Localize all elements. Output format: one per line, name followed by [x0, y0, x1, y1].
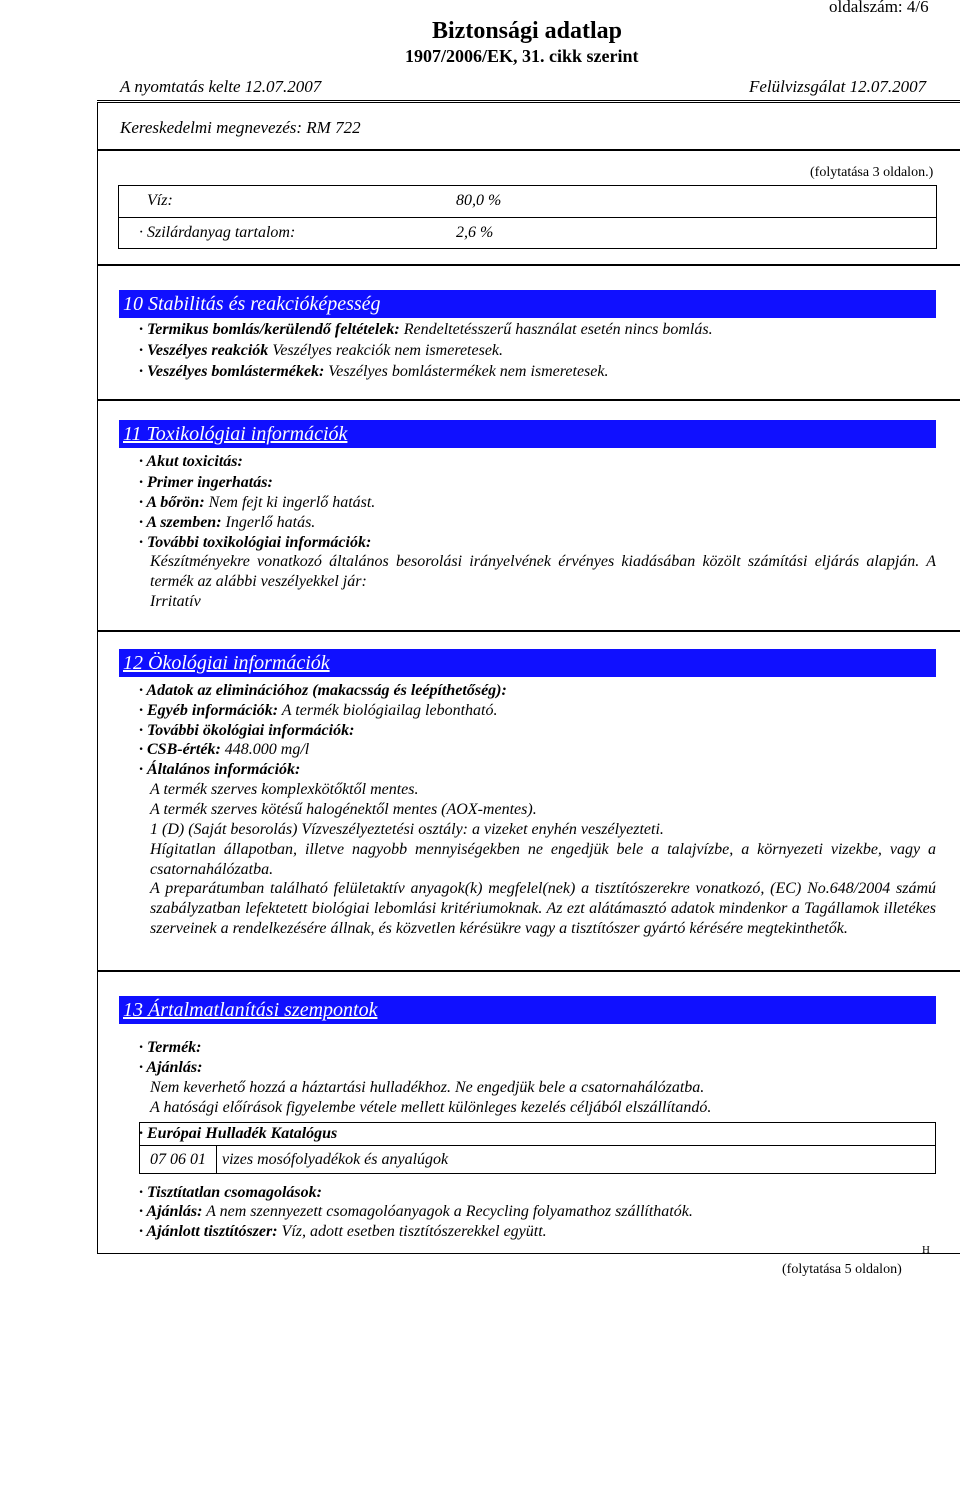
- thermal-decomposition-label: · Termikus bomlás/kerülendő feltételek:: [139, 321, 400, 338]
- packaging-recommendation-line: [139, 1202, 693, 1222]
- solids-label: · Szilárdanyag tartalom:: [139, 224, 296, 241]
- ewc-column-divider: [216, 1145, 217, 1173]
- general-info-label: · Általános információk:: [139, 761, 301, 778]
- header-rule: [97, 100, 960, 101]
- general-info-1: A termék szerves komplexkötőktől mentes.: [150, 781, 419, 798]
- section13-box: [97, 971, 960, 1254]
- decomposition-products-line: [139, 362, 608, 382]
- continued-from-note: (folytatása 3 oldalon.): [810, 165, 934, 180]
- ewc-code: 07 06 01: [150, 1151, 206, 1168]
- section9-continued-box: [97, 150, 960, 265]
- cod-label: · CSB-érték:: [139, 741, 221, 758]
- page-number: oldalszám: 4/6: [829, 0, 929, 16]
- cleaning-agent-line: [139, 1222, 547, 1242]
- cleaning-agent-label: · Ajánlott tisztítószer:: [139, 1223, 278, 1240]
- trade-name: Kereskedelmi megnevezés: RM 722: [120, 118, 361, 137]
- ewc-heading: · Európai Hulladék Katalógus: [139, 1125, 338, 1142]
- trade-name-box: [97, 102, 960, 150]
- solids-value: 2,6 %: [456, 224, 494, 241]
- continued-to-note: (folytatása 5 oldalon): [782, 1262, 902, 1277]
- eye-text: Ingerlő hatás.: [221, 514, 316, 531]
- packaging-recommendation-label: · Ajánlás:: [139, 1203, 203, 1220]
- further-ecological-label: · További ökológiai információk:: [139, 722, 355, 739]
- water-value: 80,0 %: [456, 192, 502, 209]
- dangerous-reactions-line: [139, 341, 503, 361]
- section10-title: 10 Stabilitás és reakcióképesség: [123, 293, 381, 315]
- groundwater-warning: Hígitatlan állapotban, illetve nagyobb mennyiségekben ne engedjük bele a talajvízbe, a környezeti vizekbe, vagy a csatornahálózatba.: [150, 841, 936, 878]
- skin-label: · A bőrön:: [139, 494, 205, 511]
- section12-heading: [119, 649, 936, 677]
- ewc-table: [139, 1122, 936, 1174]
- other-info-line: [139, 701, 497, 721]
- disposal-note: A hatósági előírások figyelembe vétele mellett különleges kezelés céljából elszállítandó.: [150, 1099, 712, 1116]
- further-toxicological-label: · További toxikológiai információk:: [139, 534, 372, 551]
- elimination-data-label: · Adatok az eliminációhoz (makacsság és leépíthetőség):: [139, 682, 507, 699]
- dangerous-reactions-text: Veszélyes reakciók nem ismeretesek.: [268, 342, 504, 359]
- document-subtitle: 1907/2006/EK, 31. cikk szerint: [405, 46, 639, 66]
- decomposition-products-text: Veszélyes bomlástermékek nem ismeretesek.: [324, 363, 609, 380]
- properties-table: [118, 185, 937, 249]
- thermal-decomposition-line: [139, 320, 713, 340]
- cod-value: 448.000 mg/l: [220, 741, 310, 758]
- cod-line: [139, 740, 309, 760]
- general-info-2: A termék szerves kötésű halogénektől mentes (AOX-mentes).: [150, 801, 537, 818]
- footer-mark: H: [922, 1244, 930, 1256]
- product-label: · Termék:: [139, 1039, 202, 1056]
- ewc-table-divider: [140, 1145, 935, 1146]
- skin-line: [139, 493, 375, 513]
- section10-box: [97, 265, 960, 400]
- document-title: Biztonsági adatlap: [432, 18, 623, 44]
- water-hazard-class: 1 (D) (Saját besorolás) Vízveszélyeztetési osztály: a vizeket enyhén veszélyezteti.: [150, 821, 664, 838]
- household-waste-note: Nem keverhető hozzá a háztartási hulladékhoz. Ne engedjük bele a csatornahálózatba.: [150, 1079, 705, 1096]
- cleaning-agent-text: Víz, adott esetben tisztítószerekkel együtt.: [277, 1223, 547, 1240]
- section11-title: 11 Toxikológiai információk: [123, 423, 348, 445]
- properties-table-divider: [119, 217, 936, 218]
- section11-box: [97, 400, 960, 631]
- ewc-description: vizes mosófolyadékok és anyalúgok: [222, 1151, 449, 1168]
- skin-text: Nem fejt ki ingerlő hatást.: [204, 494, 376, 511]
- hazard-irritant: Irritatív: [150, 593, 201, 610]
- eye-label: · A szemben:: [139, 514, 222, 531]
- thermal-decomposition-text: Rendeltetésszerű használat esetén nincs bomlás.: [399, 321, 713, 338]
- classification-paragraph: Készítményekre vonatkozó általános besorolási irányelvének érvényes kiadásában közölt számítási eljárás alapján. A termék az alábbi veszélyekkel jár:: [150, 553, 936, 590]
- acute-toxicity-label: · Akut toxicitás:: [139, 453, 243, 470]
- section13-heading: [119, 996, 936, 1024]
- dangerous-reactions-label: · Veszélyes reakciók: [139, 342, 269, 359]
- water-label: Víz:: [147, 192, 173, 209]
- surfactant-biodegradability: A preparátumban található felületaktív anyagok(k) megfelel(nek) a tisztítószerekre vonatkozó, (EC) No.648/2004 számú szabályzatban lefektetett biológiai lebomlási kritériumoknak. Az ezt alátámasztó adatok mindenkor a Tagállamok illetékes szerveinek a rendelkezésére állnak, és közvetlen kérésükre vagy a tisztítószer gyártó kérésére megtekinthetők.: [150, 880, 936, 937]
- print-date: A nyomtatás kelte 12.07.2007: [120, 77, 322, 96]
- packaging-recommendation-text: A nem szennyezett csomagolóanyagok a Recycling folyamathoz szállíthatók.: [202, 1203, 693, 1220]
- recommendation-label: · Ajánlás:: [139, 1059, 203, 1076]
- other-info-text: A termék biológiailag lebontható.: [278, 702, 498, 719]
- eye-line: [139, 513, 315, 533]
- primary-irritation-label: · Primer ingerhatás:: [139, 474, 273, 491]
- other-info-label: · Egyéb információk:: [139, 702, 279, 719]
- revision-date: Felülvizsgálat 12.07.2007: [749, 77, 927, 96]
- section12-box: [97, 631, 960, 971]
- section13-title: 13 Ártalmatlanítási szempontok: [123, 999, 378, 1021]
- section11-heading: [119, 420, 936, 448]
- section10-heading: [119, 290, 936, 318]
- section12-title: 12 Ökológiai információk: [123, 652, 330, 674]
- decomposition-products-label: · Veszélyes bomlástermékek:: [139, 363, 325, 380]
- uncleaned-packaging-label: · Tisztítatlan csomagolások:: [139, 1184, 322, 1201]
